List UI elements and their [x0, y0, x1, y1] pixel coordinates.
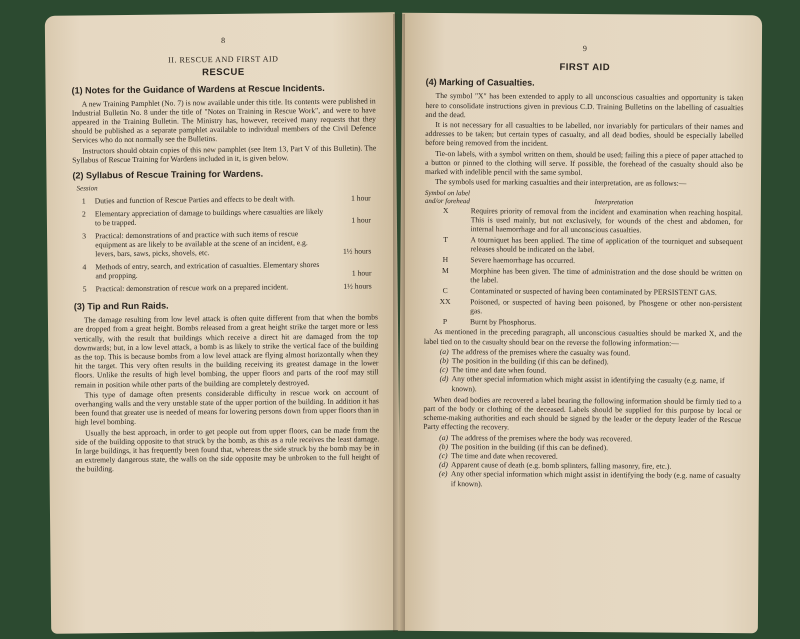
- session-hours: 1½ hours: [343, 281, 372, 291]
- table-row: [73, 258, 377, 283]
- left-page: [45, 12, 401, 634]
- session-number: 3: [82, 231, 87, 241]
- paragraph: Usually the best approach, in order to get people out from upper floors, can be made from the side of the building opposite to that struck by the bomb, as this as a rule receives the least damage. In large buildings, it has frequently been found that, whereas the side struck by the bomb may be in an extremely dangerous state, the walls on the side opposite may be unbroken to the full height of the building.: [75, 425, 380, 475]
- interpretation-column-head: Interpretation: [594, 198, 634, 207]
- table-row: [425, 205, 743, 236]
- interpretation: A tourniquet has been applied. The time of application of the tourniquet and subsequent releases should be indicated on the label.: [470, 235, 743, 255]
- interpretation: Severe haemorrhage has occurred.: [470, 255, 576, 266]
- symbol-table-header: [425, 189, 743, 207]
- section-title: (3) Tip and Run Raids.: [73, 300, 169, 312]
- list-marker: (e): [438, 469, 448, 479]
- list-text: The position in the building (if this can be defined).: [451, 441, 609, 453]
- list-marker: (b): [439, 356, 449, 366]
- symbol: XX: [439, 297, 451, 307]
- session-number: 1: [81, 196, 86, 206]
- list-text: The position in the building (if this can be defined).: [451, 356, 609, 367]
- list-marker: (d): [439, 374, 449, 384]
- list-marker: (c): [439, 451, 448, 461]
- session-text: Practical: demonstration of rescue work on a prepared incident.: [95, 282, 289, 294]
- list-text: The time and date when found.: [451, 365, 547, 376]
- info-list: [439, 433, 741, 490]
- list-text: Any other special information which might assist in identifying the body (e.g. name of casualty if known).: [450, 469, 741, 489]
- syllabus-table: [73, 192, 378, 296]
- list-marker: (c): [439, 365, 449, 375]
- paragraph: The symbols used for marking casualties and their interpretation, are as follows:—: [434, 177, 687, 188]
- interpretation: Requires priority of removal from the incident and examination when reaching hospital. This is used mainly, but not exclusively, for wounds of the chest and abdomen, for internal haemorrhage and for all unconscious casualties.: [470, 206, 743, 235]
- paragraph: When dead bodies are recovered a label bearing the following information should be firmly tied to a part of the body or clothing of the deceased. Labels should be supplied for this purpose by local or scheme-making authorities and each should be signed by the leader or the deputy leader of the Rescue Party effecting the recovery.: [423, 394, 742, 432]
- symbol: H: [442, 255, 449, 265]
- interpretation: Burnt by Phosphorus.: [469, 317, 537, 328]
- list-marker: (a): [439, 432, 449, 442]
- table-row: [73, 205, 377, 230]
- paragraph: A new Training Pamphlet (No. 7) is now available under this title. Its contents were published in Industrial Bulletin No. 8 under the title of "Notes on Training in Rescue Work", and were to have appeared in the Training Bulletin. The Ministry has, however, received many requests that they should be published as a separate pamphlet available to individual members of the Civil Defence Services who do not normally see the Bulletins.: [71, 95, 377, 145]
- list-marker: (d): [438, 460, 448, 470]
- table-row: [424, 296, 742, 318]
- section-title: (4) Marking of Casualties.: [425, 77, 535, 89]
- session-label: Session: [76, 184, 98, 193]
- symbol: M: [441, 266, 449, 276]
- session-text: Practical: demonstrations of and practice with such items of rescue equipment as are likely to be available at the scene of an incident, e.g. levers, bars, saws, picks, shovels, etc.: [95, 229, 308, 259]
- table-row: [424, 234, 742, 256]
- session-hours: 1 hour: [351, 193, 371, 203]
- table-row: [74, 280, 378, 296]
- paragraph: It is not necessary for all casualties to be labelled, nor invariably for particulars of their names and addresses to be taken; but certain types of casualty, and all dead bodies, should be especially labelled before being removed from the incident.: [425, 120, 744, 149]
- page-number: 8: [220, 35, 226, 46]
- session-hours: 1 hour: [351, 215, 371, 225]
- paragraph: As mentioned in the preceding paragraph, all unconscious casualties should be marked X, and the label tied on to the casualty should bear on the reverse the following information:—: [423, 327, 742, 348]
- session-text: Elementary appreciation of damage to buildings where casualties are likely to be trapped.: [94, 207, 324, 228]
- symbol: C: [442, 286, 448, 296]
- session-number: 5: [82, 284, 87, 294]
- list-text: The time and date when recovered.: [451, 451, 558, 461]
- session-number: 2: [81, 209, 86, 219]
- info-list: [440, 347, 742, 395]
- paragraph: Instructors should obtain copies of this new pamphlet (see Item 13, Part V of this Bulletin). The Syllabus of Rescue Training for Wardens included in it, is given below.: [72, 143, 377, 165]
- list-item: [439, 470, 741, 491]
- interpretation: Morphine has been given. The time of administration and the dose should be written on the label.: [470, 266, 743, 285]
- booklet-spread: [48, 14, 768, 632]
- section-title: (1) Notes for the Guidance of Wardens at Rescue Incidents.: [71, 82, 325, 96]
- section-title: (2) Syllabus of Rescue Training for Wardens.: [72, 168, 264, 181]
- list-text: The address of the premises where the body was recovered.: [451, 432, 633, 444]
- list-text: Apparent cause of death (e.g. bomb splinters, falling masonry, fire, etc.).: [450, 460, 672, 471]
- symbol-column-head: Symbol on label and/or forehead: [424, 189, 471, 206]
- paragraph: This type of damage often presents considerable difficulty in rescue work on account of overhanging walls and the very unstable state of the upper portion of the building. In addition it has been found that greater use is needed of means for lowering persons down from upper floors than in high level bombing.: [74, 387, 379, 428]
- interpretation: Poisoned, or suspected of having been poisoned, by Phosgene or other non-persistent gas.: [470, 297, 743, 316]
- page-heading: FIRST AID: [559, 62, 611, 74]
- page-number: 9: [582, 44, 587, 54]
- right-page: [398, 13, 762, 633]
- list-text: Any other special information which might assist in identifying the casualty (e.g. name, if known).: [451, 374, 725, 393]
- symbol-table: [424, 205, 743, 329]
- list-item: [440, 374, 742, 395]
- symbol: P: [442, 317, 448, 327]
- list-marker: (a): [439, 346, 449, 356]
- list-marker: (b): [439, 441, 449, 451]
- session-number: 4: [82, 262, 87, 272]
- paragraph: The damage resulting from low level attack is often quite different from that when the bombs are dropped from a great height. Bombs released from a great height strike the target more or less vertically, with the result that buildings which receive a direct hit are damaged from the top downwards; but, in a low level attack, a bomb is as likely to strike the vertical face of the building as the top. This is because bombs from a low level attack are flying almost horizontally when they hit the target. This very often results in the building receiving its greatest damage in the lower floors. Unlike the results of high level bombing, the upper floors and parts of the roof may still remain in position while other parts of the building are completely destroyed.: [74, 312, 379, 390]
- book-gutter: [393, 14, 405, 632]
- interpretation: Contaminated or suspected of having been contaminated by PERSISTENT GAS.: [470, 286, 717, 298]
- symbol: T: [443, 235, 448, 245]
- session-hours: 1 hour: [351, 268, 372, 278]
- paragraph: Tie-on labels, with a symbol written on them, should be used; failing this a piece of paper attached to a button or pinned to the clothing will serve. If possible, the forehead of the casualty should also be marked with indelible pencil with the same symbol.: [425, 148, 744, 178]
- table-row: [424, 265, 742, 287]
- symbol: X: [442, 206, 449, 216]
- list-text: The address of the premises where the casualty was found.: [451, 346, 631, 358]
- table-row: [73, 227, 377, 261]
- session-hours: 1½ hours: [342, 246, 372, 256]
- paragraph: The symbol "X" has been extended to apply to all unconscious casualties and opportunity is taken here to consolidate instructions given in previous C.D. Training Bulletins on the labelling of casualties and the dead.: [425, 91, 744, 120]
- running-head: II. RESCUE AND FIRST AID: [168, 54, 279, 65]
- page-heading: RESCUE: [202, 67, 245, 79]
- session-text: Methods of entry, search, and extrication of casualties. Elementary shores and propping.: [95, 260, 320, 281]
- session-text: Duties and function of Rescue Parties and effects to be dealt with.: [94, 194, 295, 206]
